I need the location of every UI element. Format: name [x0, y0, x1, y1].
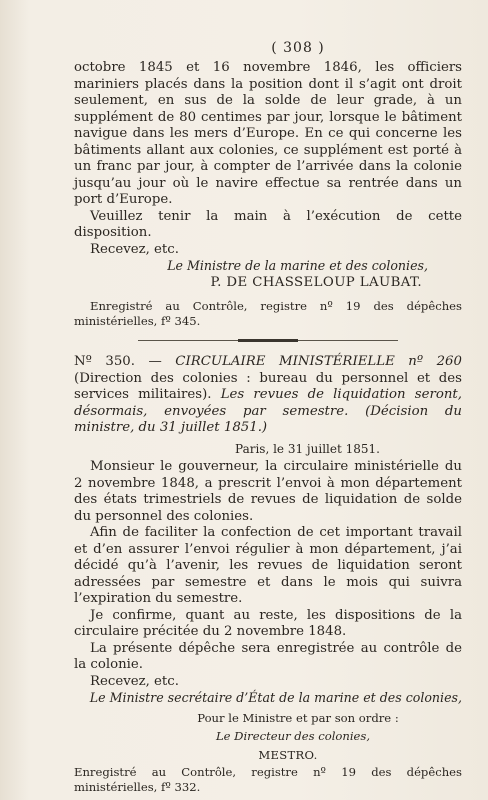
- page-number: ( 308 ): [271, 40, 325, 56]
- paragraph: octobre 1845 et 16 novembre 1846, les officiers mariniers placés dans la position dont il s’agit ont droit seulement, en sus de la solde de leur grade, à un supplément de 80 centimes par jour, lorsque le bâtiment navigue dans les mers d’Europe. En ce qui concerne les bâtiments allant aux colonies, ce supplément est porté à un franc par jour, à compter de l’arrivée dans la colonie jusqu’au jour où le navire effectue sa rentrée dans un port d’Europe.: [74, 60, 462, 207]
- circular-title: CIRCULAIRE MINISTÉRIELLE: [175, 354, 395, 369]
- registration-note: Enregistré au Contrôle, registre nº 19 des dépêches ministérielles, fº 345.: [74, 299, 462, 328]
- body-paragraph-1: Monsieur le gouverneur, la circulaire ministérielle du 2 novembre 1848, a prescrit l’envoi à mon département des états trimestriels de revues de liquidation de solde du personnel des colonies.: [74, 459, 462, 524]
- body-paragraph-2: Afin de faciliter la confection de cet important travail et d’en assurer l’envoi régulier à mon département, j’ai décidé qu’à l’avenir, les revues de liquidation seront adressées par semestre et dans le mois qui suivra l’expiration du semestre.: [74, 525, 462, 606]
- order-line: Pour le Ministre et par son ordre :: [197, 710, 399, 725]
- circular-summary: Les revues de liquidation seront, désormais, envoyées par semestre.: [74, 387, 462, 419]
- recevez-line: Recevez, etc.: [90, 673, 179, 689]
- dateline: Paris, le 31 juillet 1851.: [235, 441, 380, 456]
- circular-350: [74, 354, 462, 795]
- director-name: MESTRO.: [258, 747, 318, 762]
- decision-note: (Décision du ministre, du 31 juillet 1851.): [74, 403, 462, 435]
- body-paragraph-4: La présente dépêche sera enregistrée au contrôle de la colonie.: [74, 640, 462, 672]
- circular-direction: (Direction des colonies : bureau du personnel et des services militaires).: [74, 370, 462, 402]
- body-paragraph-3: Je confirme, quant au reste, les dispositions de la circulaire précitée du 2 novembre 1848.: [74, 607, 462, 639]
- recevez-line: Recevez, etc.: [90, 241, 179, 257]
- circular-heading-number: nº 260: [408, 354, 462, 369]
- circular-number: Nº 350. —: [74, 354, 162, 369]
- execution-line: Veuillez tenir la main à l’exécution de cette disposition.: [74, 208, 462, 240]
- signatory-name: P. DE CHASSELOUP LAUBAT.: [210, 274, 422, 290]
- signatory-title: Le Ministre de la marine et des colonies,: [167, 258, 428, 273]
- section-divider: [138, 339, 398, 342]
- signatory-title: Le Ministre secrétaire d’État de la marine et des colonies,: [89, 690, 462, 705]
- previous-dispatch-end: [74, 60, 462, 329]
- director-title: Le Directeur des colonies,: [215, 729, 371, 743]
- registration-note: Enregistré au Contrôle, registre nº 19 des dépêches ministérielles, fº 332.: [74, 765, 462, 794]
- circular-heading: [74, 354, 462, 437]
